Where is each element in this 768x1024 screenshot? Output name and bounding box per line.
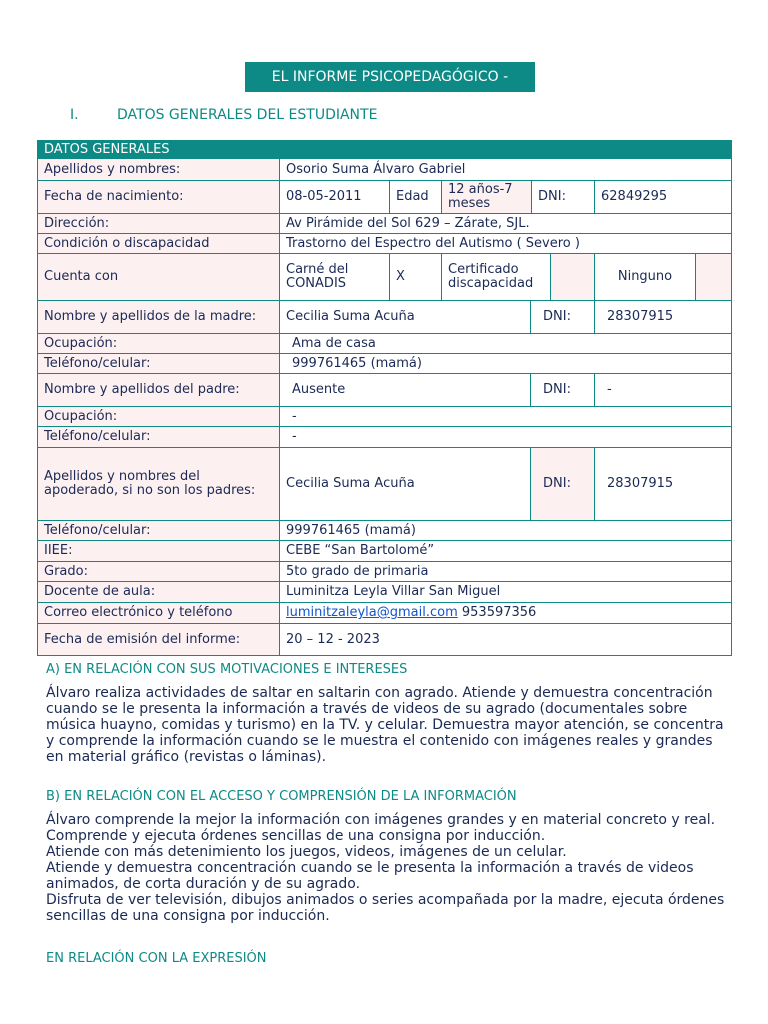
section-b-line: Atiende y demuestra concentración cuando se le presenta la información a través de videos animados, de corta duración y de su agrado. bbox=[46, 860, 694, 892]
padre-dni-value: - bbox=[594, 373, 732, 407]
report-title: EL INFORME PSICOPEDAGÓGICO - bbox=[245, 62, 535, 92]
padre-label: Nombre y apellidos del padre: bbox=[37, 373, 280, 407]
emision-value: 20 – 12 - 2023 bbox=[279, 623, 732, 656]
correo-cell bbox=[279, 602, 732, 624]
iiee-value: CEBE “San Bartolomé” bbox=[279, 540, 732, 562]
docente-phone: 953597356 bbox=[461, 605, 537, 620]
ninguno-label: Ninguno bbox=[594, 253, 696, 301]
apellidos-label: Apellidos y nombres: bbox=[37, 158, 280, 181]
section-b-line: Comprende y ejecuta órdenes sencillas de una consigna por inducción. bbox=[46, 828, 546, 844]
apoderado-telefono-label: Teléfono/celular: bbox=[37, 520, 280, 541]
condicion-label: Condición o discapacidad bbox=[37, 233, 280, 254]
section-1-title: DATOS GENERALES DEL ESTUDIANTE bbox=[117, 107, 378, 123]
section-c-title: EN RELACIÓN CON LA EXPRESIÓN bbox=[46, 951, 267, 966]
section-a-paragraph: Álvaro realiza actividades de saltar en saltarin con agrado. Atiende y demuestra concentración cuando se le presenta la información a través de videos de su agrado (documentales sobre música huayno, comidas y turismo) en la TV. y celular. Demuestra mayor atención, se concentra y comprende la información cuando se le muestra el contenido con imágenes reales y grandes en material gráfico (revistas o láminas). bbox=[46, 685, 724, 765]
certificado-mark bbox=[550, 253, 595, 301]
emision-label: Fecha de emisión del informe: bbox=[37, 623, 280, 656]
direccion-value: Av Pirámide del Sol 629 – Zárate, SJL. bbox=[279, 213, 732, 234]
direccion-label: Dirección: bbox=[37, 213, 280, 234]
table-header-label: DATOS GENERALES bbox=[44, 142, 170, 157]
section-b-body bbox=[46, 812, 726, 924]
fecha-nacimiento-label: Fecha de nacimiento: bbox=[37, 180, 280, 214]
dni-label: DNI: bbox=[531, 180, 595, 214]
padre-ocupacion-label: Ocupación: bbox=[37, 406, 280, 427]
apoderado-dni-value: 28307915 bbox=[594, 447, 732, 521]
carne-conadis-label: Carné del CONADIS bbox=[279, 253, 390, 301]
edad-label: Edad bbox=[389, 180, 442, 214]
section-b-title: B) EN RELACIÓN CON EL ACCESO Y COMPRENSIÓN DE LA INFORMACIÓN bbox=[46, 789, 517, 804]
apellidos-value: Osorio Suma Álvaro Gabriel bbox=[279, 158, 732, 181]
general-data-table bbox=[37, 140, 732, 656]
section-1-number: I. bbox=[70, 107, 79, 123]
grado-label: Grado: bbox=[37, 561, 280, 582]
padre-dni-label: DNI: bbox=[530, 373, 595, 407]
email-link[interactable]: luminitzaleyla@gmail.com bbox=[286, 605, 458, 620]
carne-conadis-mark: X bbox=[389, 253, 442, 301]
fecha-nacimiento-value: 08-05-2011 bbox=[279, 180, 390, 214]
section-b-line: Álvaro comprende la mejor la información con imágenes grandes y en material concreto y real. bbox=[46, 812, 716, 828]
cuenta-con-label: Cuenta con bbox=[37, 253, 280, 301]
condicion-value: Trastorno del Espectro del Autismo ( Severo ) bbox=[279, 233, 732, 254]
table-header bbox=[37, 140, 732, 158]
madre-telefono-value: 999761465 (mamá) bbox=[279, 353, 732, 374]
madre-telefono-label: Teléfono/celular: bbox=[37, 353, 280, 374]
section-b-line: Atiende con más detenimiento los juegos, videos, imágenes de un celular. bbox=[46, 844, 567, 860]
padre-ocupacion-value: - bbox=[279, 406, 732, 427]
madre-value: Cecilia Suma Acuña bbox=[279, 300, 531, 334]
madre-dni-label: DNI: bbox=[530, 300, 595, 334]
certificado-label: Certificado discapacidad bbox=[441, 253, 551, 301]
apoderado-telefono-value: 999761465 (mamá) bbox=[279, 520, 732, 541]
grado-value: 5to grado de primaria bbox=[279, 561, 732, 582]
apoderado-dni-label: DNI: bbox=[530, 447, 595, 521]
madre-ocupacion-label: Ocupación: bbox=[37, 333, 280, 354]
section-b-line: Disfruta de ver televisión, dibujos animados o series acompañada por la madre, ejecuta órdenes sencillas de una consigna por inducción. bbox=[46, 892, 725, 924]
docente-label: Docente de aula: bbox=[37, 581, 280, 603]
edad-value: 12 años-7 meses bbox=[441, 180, 532, 214]
madre-ocupacion-value: Ama de casa bbox=[279, 333, 732, 354]
madre-dni-value: 28307915 bbox=[594, 300, 732, 334]
apoderado-label: Apellidos y nombres del apoderado, si no son los padres: bbox=[37, 447, 280, 521]
iiee-label: IIEE: bbox=[37, 540, 280, 562]
section-a-title: A) EN RELACIÓN CON SUS MOTIVACIONES E INTERESES bbox=[46, 662, 408, 677]
padre-telefono-value: - bbox=[279, 426, 732, 448]
dni-value: 62849295 bbox=[594, 180, 732, 214]
padre-value: Ausente bbox=[279, 373, 531, 407]
apoderado-value: Cecilia Suma Acuña bbox=[279, 447, 531, 521]
madre-label: Nombre y apellidos de la madre: bbox=[37, 300, 280, 334]
correo-label: Correo electrónico y teléfono bbox=[37, 602, 280, 624]
ninguno-mark bbox=[695, 253, 732, 301]
docente-value: Luminitza Leyla Villar San Miguel bbox=[279, 581, 732, 603]
padre-telefono-label: Teléfono/celular: bbox=[37, 426, 280, 448]
